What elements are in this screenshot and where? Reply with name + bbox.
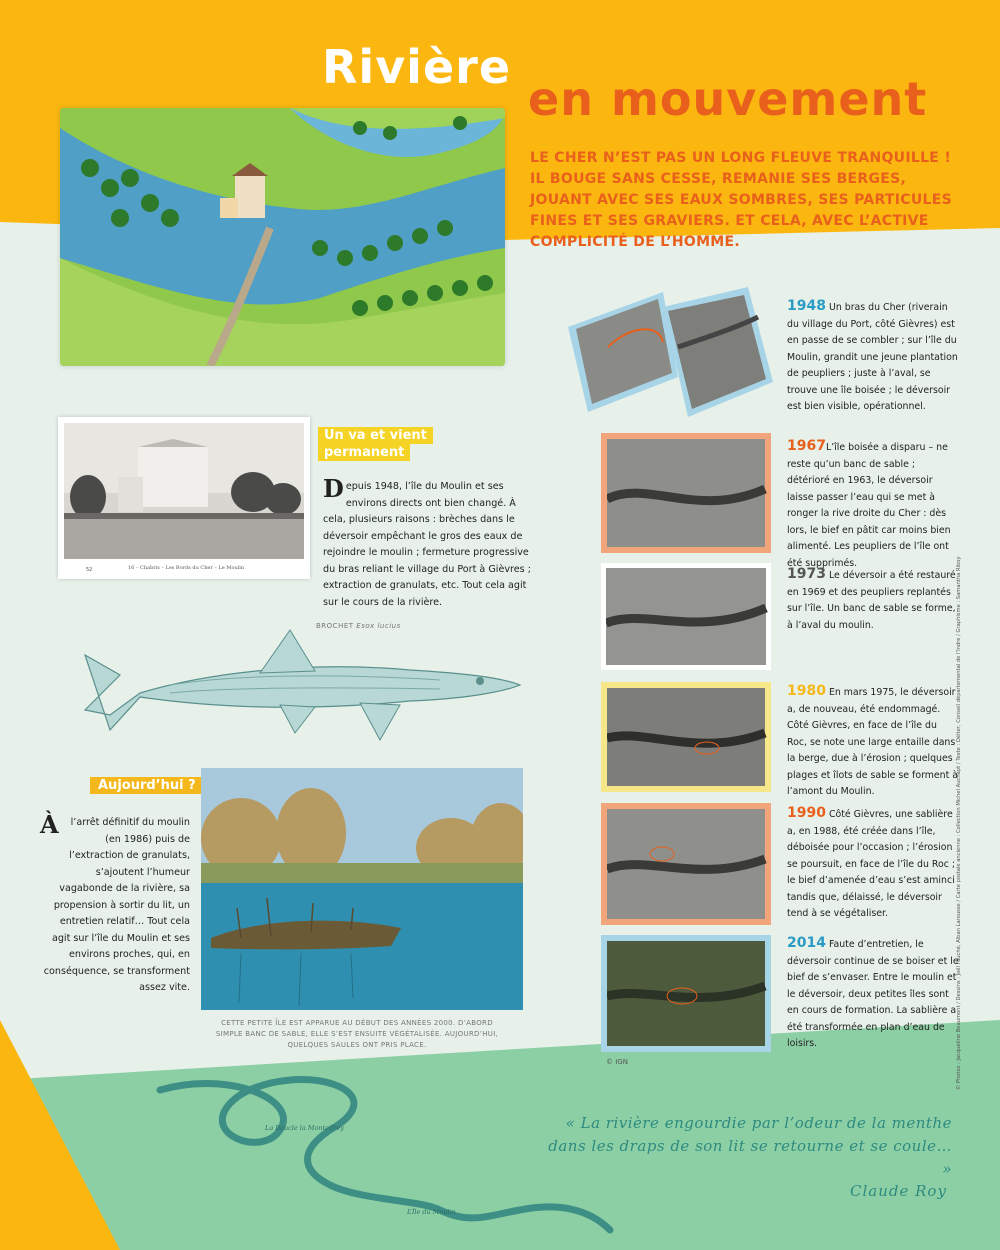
timeline-1948: 1948 Un bras du Cher (riverain du village du Port, côté Gièvres) est en passe de se combler ; sur l’île du Moulin, grandit une jeune plantation de peupliers ; juste à l’aval, se trouve une île boisée ; le déversoir est bien visible, opérationnel.	[787, 298, 958, 412]
postcard-number: 52	[86, 567, 93, 573]
quote-text: « La rivière engourdie par l’odeur de la menthe dans les draps de son lit se retourne et se coule… »	[548, 1114, 952, 1178]
title-line-1: Rivière	[322, 40, 512, 94]
section1-dropcap: D	[323, 474, 344, 503]
aerial-2014	[601, 935, 771, 1052]
heading-aujourdhui: Aujourd’hui ?	[90, 777, 204, 794]
intro-text: LE CHER N’EST PAS UN LONG FLEUVE TRANQUILLE ! IL BOUGE SANS CESSE, REMANIE SES BERGES, JOUANT AVEC SES EAUX SOMBRES, SES PARTICULES FINES ET SES GRAVIERS. ET CELA, AVEC L’ACTIVE COMPLICITÉ DE L’HOMME.	[530, 150, 953, 250]
aerial-1967	[601, 433, 771, 553]
old-postcard	[58, 417, 310, 579]
section2-body: l’arrêt définitif du moulin (en 1986) puis de l’extraction de granulats, s’ajoutent l’humeur vagabonde de la rivière, sa propension à sortir du lit, un entretien relatif… Tout cela agit sur l’île du Moulin et ses environs proches, qui, en conséquence, se transforment assez vite.	[43, 817, 190, 993]
timeline-1980: 1980 En mars 1975, le déversoir a, de nouveau, été endommagé. Côté Gièvres, en face de l’île du Roc, se note une large entaille dans la berge, due à l’érosion ; quelques plages et îlots de sable se forment à l’amont du Moulin.	[787, 683, 959, 797]
map-label-boucle: La Boucle la Montcifrey	[265, 1124, 344, 1132]
fish-label: BROCHET Esox lucius	[316, 622, 401, 630]
timeline-1973: 1973 Le déversoir a été restauré en 1969 et des peupliers replantés sur l’île. Un banc de sable se forme, à l’aval du moulin.	[787, 566, 956, 631]
river-island-photo	[201, 768, 523, 1010]
aerial-1990	[601, 803, 771, 925]
map-label-ile: L’Île du Moulin	[407, 1208, 456, 1216]
section2-text	[40, 810, 190, 997]
aerial-1948	[568, 287, 773, 417]
photo-caption: CETTE PETITE ÎLE EST APPARUE AU DÉBUT DES ANNÉES 2000. D’ABORD SIMPLE BANC DE SABLE, ELLE S’EST ENSUITE VÉGÉTALISÉE. AUJOURD’HUI, QUELQUES SAULES ONT PRIS PLACE.	[215, 1019, 499, 1049]
pike-drawing	[80, 615, 530, 755]
timeline-2014: 2014 Faute d’entretien, le déversoir continue de se boiser et le bief de s’envaser. Entre le moulin et le déversoir, deux petites îles sont en cours de formation. La sablière a été transformée en plan d’eau de loisirs.	[787, 935, 959, 1049]
timeline-1967: 1967L’île boisée a disparu – ne reste qu’un banc de sable ; détérioré en 1963, le déversoir laisse passer l’eau qui se met à ronger la rive droite du Cher : dès lors, le bief en pâtit car moins bien alimenté. Les peupliers de l’île ont été supprimés.	[787, 438, 951, 569]
section2-dropcap: À	[40, 810, 59, 839]
river-illustration	[60, 108, 505, 366]
aerial-1980	[601, 682, 771, 792]
heading-va-et-vient-line1: Un va et vient	[318, 427, 433, 444]
postcard-caption: 16 – Chabris – Les Bords du Cher – Le Moulin	[128, 565, 245, 571]
aerial-1973	[601, 563, 771, 670]
heading-va-et-vient-line2: permanent	[318, 444, 410, 461]
timeline-1990: 1990 Côté Gièvres, une sablière a, en 1988, été créée dans l’île, déboisée pour l’occasion ; l’érosion se poursuit, en face de l’île du Roc ; le bief d’amenée d’eau s’est aminci tandis que, délaissé, le déversoir tend à se végétaliser.	[787, 805, 956, 919]
quote-author: Claude Roy	[850, 1182, 947, 1200]
photo-credits: © Photos : Jacqueline Beaumont / Dessins : Joël Fauché, Alban Larousse / Carte postale ancienne : Collection Michel Auchapt / Texte : Délter, Conseil départemental de l’Indre / Graphisme : Samantha Riboy	[956, 556, 962, 1090]
title-line-2: en mouvement	[528, 72, 928, 126]
ign-credit: © IGN	[606, 1058, 628, 1066]
section1-body: epuis 1948, l’île du Moulin et ses environs directs ont bien changé. À cela, plusieurs raisons : brèches dans le déversoir empêchant le gros des eaux de rejoindre le moulin ; fermeture progressive du bras reliant le village du Port à Gièvres ; extraction de granulats, etc. Tout cela agit sur le cours de la rivière.	[323, 481, 531, 608]
section1-text	[323, 474, 535, 611]
river-map-drawing	[0, 1060, 620, 1250]
